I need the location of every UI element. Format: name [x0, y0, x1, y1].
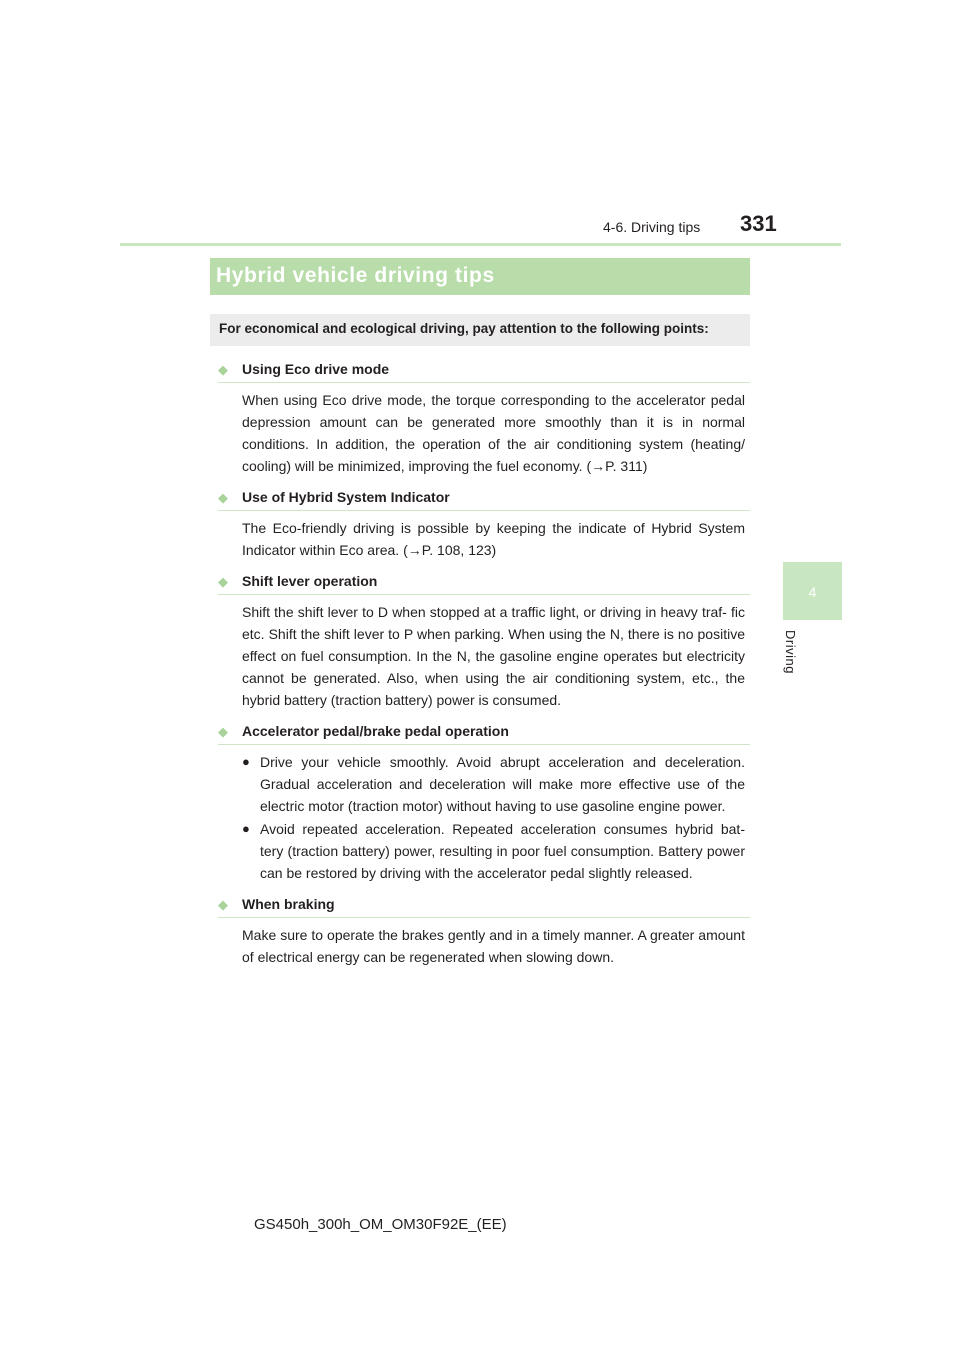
- section-body: Make sure to operate the brakes gently and in a timely manner. A greater amount of electrical energy can be regenerated when slowing down.: [242, 927, 745, 965]
- chapter-number: 4: [808, 584, 817, 600]
- bullet-icon: ●: [242, 821, 250, 836]
- section-title: Using Eco drive mode: [242, 361, 390, 377]
- diamond-icon: ◆: [218, 489, 228, 505]
- diamond-icon: ◆: [218, 573, 228, 589]
- diamond-icon: ◆: [218, 896, 228, 912]
- list-item: [242, 818, 745, 884]
- intro-box: [210, 314, 750, 346]
- section-heading: [218, 356, 750, 383]
- list-item-text: Drive your vehicle smoothly. Avoid abrupt acceleration and deceleration. Gradual acceleration and deceleration will make more effective use of the electric motor (traction motor) without having to use gasoline engine power.: [260, 754, 745, 814]
- document-code: GS450h_300h_OM_OM30F92E_(EE): [254, 1216, 507, 1233]
- section-heading: [218, 568, 750, 595]
- title-bar: [210, 258, 750, 295]
- list-item: [242, 751, 745, 817]
- header-divider: [120, 243, 841, 246]
- page-number: 331: [740, 211, 777, 236]
- chapter-label: Driving: [783, 630, 798, 674]
- content: [218, 356, 750, 968]
- section-body: Shift the shift lever to D when stopped at a traffic light, or driving in heavy traf- fic etc. Shift the shift lever to P when parking. When using the N, there is no positive effect on fuel consumption. In the N, the gasoline engine operates but electricity cannot be generated. Also, when using the air conditioning system, etc., the hybrid battery (traction battery) power is consumed.: [242, 604, 745, 708]
- section-title: Accelerator pedal/brake pedal operation: [242, 723, 509, 739]
- section-body: When using Eco drive mode, the torque corresponding to the accelerator pedal depression amount can be generated more smoothly than it is in normal conditions. In addition, the operation of the air conditioning system (heating/ cooling) will be minimized, improving the fuel economy. (→P. 311): [242, 392, 745, 474]
- section-heading: [218, 484, 750, 511]
- section-body: The Eco-friendly driving is possible by keeping the indicate of Hybrid System Indicator within Eco area. (→P. 108, 123): [242, 520, 745, 558]
- chapter-tab: [783, 562, 842, 620]
- section-heading: [218, 718, 750, 745]
- section-header: 4-6. Driving tips: [603, 219, 701, 235]
- diamond-icon: ◆: [218, 723, 228, 739]
- section-title: Shift lever operation: [242, 573, 378, 589]
- diamond-icon: ◆: [218, 361, 228, 377]
- intro-text: For economical and ecological driving, pay attention to the following points:: [219, 321, 709, 336]
- bullet-icon: ●: [242, 754, 250, 769]
- list-item-text: Avoid repeated acceleration. Repeated acceleration consumes hybrid bat- tery (traction battery) power, resulting in poor fuel consumption. Battery power can be restored by driving with the accelerator pedal slightly released.: [260, 821, 745, 881]
- section-title: Use of Hybrid System Indicator: [242, 489, 450, 505]
- section-heading: [218, 891, 750, 918]
- page-title: Hybrid vehicle driving tips: [216, 264, 495, 287]
- section-title: When braking: [242, 896, 335, 912]
